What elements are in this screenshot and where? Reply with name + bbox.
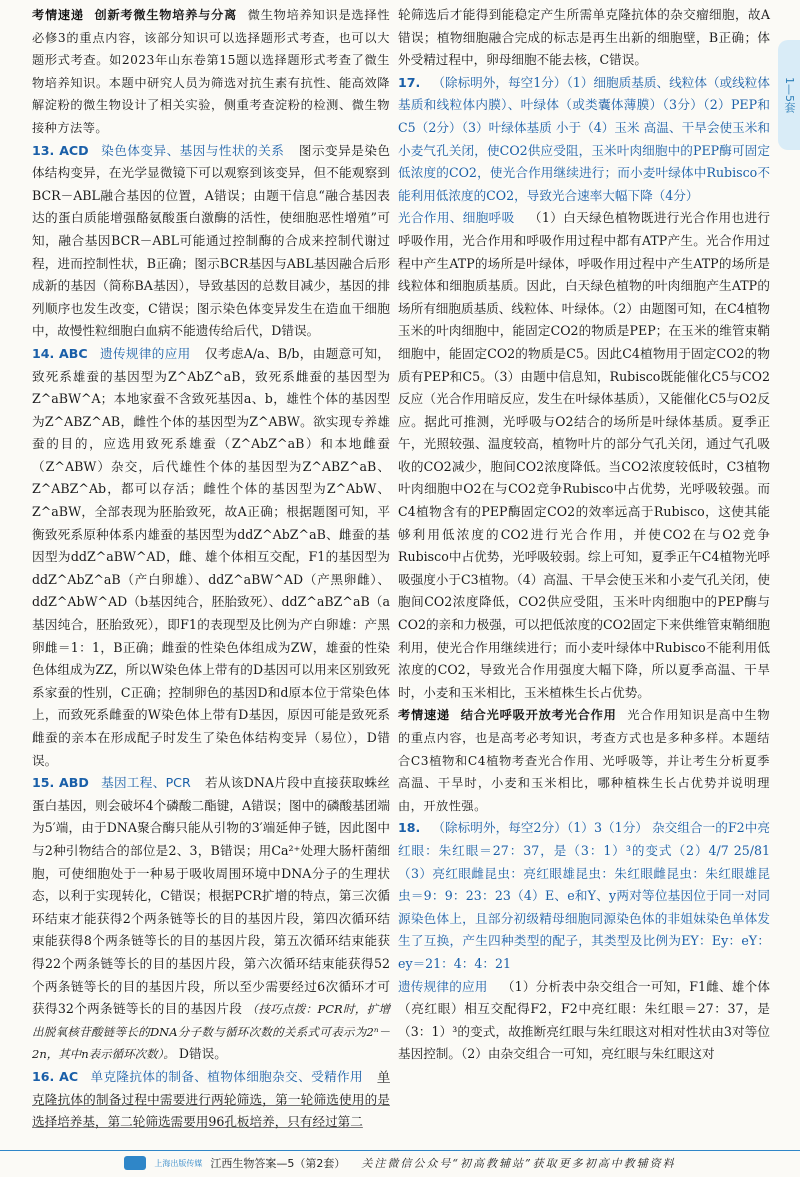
left-column bbox=[32, 4, 390, 1134]
knowledge-point: 光合作用、细胞呼吸 bbox=[398, 210, 515, 226]
exam-tip-2 bbox=[398, 704, 770, 817]
explanation-text: （1）分析表中杂交组合一可知，F1雌、雄个体（亮红眼）相互交配得F2，F2中亮红眼：朱红眼＝27：37，是（3：1）³的变式，故推断亮红眼与朱红眼这对相对性状由3对等位基因控制。（2）由杂交组合一可知，亮红眼与朱红眼这对 bbox=[398, 978, 771, 1062]
answer-15 bbox=[32, 772, 390, 1066]
answer-number: 14. ABC bbox=[32, 345, 88, 361]
trick-note: （技巧点拨：PCR时，扩增出脱氧核苷酸链等长的DNA分子数与循环次数的关系式可表示为2ⁿ－2n，其中n表示循环次数）。 bbox=[32, 1002, 391, 1062]
answer-number: 17. bbox=[398, 74, 421, 90]
answer-number: 16. AC bbox=[32, 1068, 79, 1084]
knowledge-point: 遗传规律的应用 bbox=[398, 978, 488, 994]
tip-text: 光合作用知识是高中生物的重点内容，也是高考必考知识，考查方式也是多种多样。本题结合C3植物和C4植物考查光合作用、光呼吸等，并让考生分析夏季高温、干旱时，小麦和玉米相比，哪种植株生长占优势并说明理由，开放性强。 bbox=[398, 708, 771, 813]
footer-divider bbox=[0, 1150, 800, 1151]
answer-number: 15. ABD bbox=[32, 775, 89, 791]
knowledge-point: 基因工程、PCR bbox=[101, 775, 191, 791]
tip-text: 微生物培养知识是选择性必修3的重点内容，该部分知识可以选择题形式考查，也可以大题形式考查。如2023年山东卷第15题以选择题形式考查了微生物培养知识。本题中研究人员为筛选对抗生素有抗性、能高效降解淀粉的微生物设计了相关实验，侧重考查淀粉的检测、微生物接种方法等。 bbox=[32, 8, 391, 135]
knowledge-point: 染色体变异、基因与性状的关系 bbox=[101, 142, 285, 158]
tip-tag: 考情速递 bbox=[398, 708, 450, 723]
footer-ad-text: 关注微信公众号“初高教辅站”获取更多初高中教辅资料 bbox=[361, 1157, 676, 1170]
knowledge-point: 遗传规律的应用 bbox=[100, 345, 191, 361]
exam-tip-1 bbox=[32, 4, 390, 140]
answer-number: 13. ACD bbox=[32, 142, 89, 158]
answer-13 bbox=[32, 140, 390, 343]
answer-text: （除标明外，每空1分）（1）细胞质基质、线粒体（或线粒体基质和线粒体内膜）、叶绿体（或类囊体薄膜）（3分）（2）PEP和C5（2分）（3）叶绿体基质 小于（4）玉米 高温、干旱会使玉米和小麦气孔关闭，使CO2供应受阻，玉米叶肉细胞中的PEP酶可固定低浓度的CO2，使光合作用继续进行；而小麦叶绿体中Rubisco不能利用低浓度的CO2，导致光合速率大幅下降（4分） bbox=[398, 74, 770, 203]
explanation-18 bbox=[398, 976, 770, 1066]
explanation-text: 图示变异是染色体结构变异，在光学显微镜下可以观察到该变异，但不能观察到BCR－ABL融合基因的位置，A错误；由题干信息“融合基因表达的蛋白质能增强酪氨酸蛋白激酶的活性，使细胞恶性增殖”可知，融合基因BCR－ABL可能通过控制酶的合成来控制代谢过程，进而控制性状，B正确；图示BCR基因与ABL基因融合后形成新的基因（简称BA基因），导致基因的总数目减少，基因的排列顺序也发生改变，C错误；图示染色体变异发生在造血干细胞中，故慢性粒细胞白血病不能遗传给后代，D错误。 bbox=[32, 142, 390, 339]
explanation-text: （1）白天绿色植物既进行光合作用也进行呼吸作用，光合作用和呼吸作用过程中都有ATP产生。光合作用过程中产生ATP的场所是叶绿体，呼吸作用过程中产生ATP的场所是线粒体和细胞质基质。因此，白天绿色植物的叶肉细胞产生ATP的场所有细胞质基质、线粒体、叶绿体。（2）由题图可知，在C4植物玉米的叶肉细胞中，能固定CO2的物质是PEP；在玉米的维管束鞘细胞中，能固定CO2的物质是C5。因此C4植物用于固定CO2的物质有PEP和C5。（3）由题中信息知，Rubisco既能催化C5与CO2反应（光合作用暗反应，发生在叶绿体基质），又能催化C5与O2反应。据此可推测，光呼吸与O2结合的场所是叶绿体基质。夏季正午，光照较强、温度较高，植物叶片的部分气孔关闭，通过气孔吸收的CO2减少，胞间CO2浓度降低。当CO2浓度较低时，C3植物叶肉细胞中O2在与CO2竞争Rubisco中占优势，光呼吸较强。而C4植物含有的PEP酶固定CO2的效率远高于Rubisco，这使其能够利用低浓度的CO2进行光合作用，并使CO2在与O2竞争Rubisco中占优势，光呼吸较弱。综上可知，夏季正午C4植物光呼吸强度小于C3植物。（4）高温、干旱会使玉米和小麦气孔关闭，使胞间CO2浓度降低，CO2供应受阻，玉米叶肉细胞中的PEP酶与CO2的亲和力极强，可以把低浓度的CO2固定下来供维管束鞘细胞利用，使光合作用继续进行；而小麦叶绿体中Rubisco不能利用低浓度的CO2，导致光合作用强度大幅下降，所以夏季高温、干旱时，小麦和玉米相比，玉米植株生长占优势。 bbox=[398, 210, 770, 700]
right-column bbox=[398, 4, 770, 1066]
page-footer bbox=[0, 1152, 800, 1174]
tip-topic: 结合光呼吸开放考光合作用 bbox=[460, 708, 617, 723]
answer-16-continued bbox=[398, 4, 770, 72]
explanation-text: 单克隆抗体的制备过程中需要进行两轮筛选，第一轮筛选使用的是选择培养基，第二轮筛选需要用96孔板培养，只有经过第二 bbox=[32, 1068, 390, 1130]
explanation-text: 若从该DNA片段中直接获取蛛丝蛋白基因，则会破坏4个磷酸二酯键，A错误；图中的磷酸基团端为5′端，由于DNA聚合酶只能从引物的3′端延伸子链，因此图中与2种引物结合的部位是2、3，B错误；用Ca²⁺处理大肠杆菌细胞，可使细胞处于一种易于吸收周围环境中DNA分子的生理状态，以利于实现转化，C错误；根据PCR扩增的特点，第三次循环结束才能获得2个两条链等长的目的基因片段，第四次循环结束能获得8个两条链等长的目的基因片段，第五次循环结束能获得22个两条链等长的目的基因片段，第六次循环结束能获得52个两条链等长的目的基因片段，所以至少需要经过6次循环才可获得32个两条链等长的目的基因片段 bbox=[32, 775, 390, 1017]
page-label: 江西生物答案—5（第2套） bbox=[210, 1157, 346, 1170]
explanation-text: 仅考虑A/a、B/b，由题意可知，致死系雄蚕的基因型为Z^AbZ^aB，致死系雌蚕的基因型为Z^aBW^A；本地家蚕不含致死基因a、b，雄性个体的基因型为Z^ABZ^AB，雌性个体的基因型为Z^ABW。欲实现专养雄蚕的目的，应选用致死系雄蚕（Z^AbZ^aB）和本地雌蚕（Z^ABW）杂交，后代雄性个体的基因型为Z^ABZ^aB、Z^ABZ^Ab，都可以存活；雌性个体的基因型为Z^AbW、Z^aBW，全部表现为胚胎致死，故A正确；根据题图可知，平衡致死系原种体系内雄蚕的基因型为ddZ^AbZ^aB、雌蚕的基因型为ddZ^aBW^AD，雌、雄个体相互交配，F1的基因型为ddZ^AbZ^aB（产白卵雄）、ddZ^aBW^AD（产黑卵雌）、ddZ^AbW^AD（b基因纯合，胚胎致死）、ddZ^aBZ^aB（a基因纯合，胚胎致死），即F1的表现型及比例为产白卵雄：产黑卵雌＝1：1，B正确；雌蚕的性染色体组成为ZW，雄蚕的性染色体组成为ZZ，所以W染色体上带有的D基因可以用来区别致死系家蚕的性别，C正确；控制卵色的基因D和d原本位于常染色体上，而致死系雌蚕的W染色体上带有D基因，原因可能是致死系雌蚕的亲本在形成配子时发生了染色体结构变异（易位），D错误。 bbox=[32, 345, 391, 768]
explanation-end: D错误。 bbox=[178, 1046, 227, 1062]
answer-18 bbox=[398, 817, 770, 975]
knowledge-point: 单克隆抗体的制备、植物体细胞杂交、受精作用 bbox=[90, 1068, 364, 1084]
explanation-17 bbox=[398, 207, 770, 704]
tip-topic: 创新考微生物培养与分离 bbox=[94, 8, 238, 22]
answer-text: （除标明外，每空2分）（1）3（1分） 杂交组合一的F2中亮红眼：朱红眼＝27：37，是（3：1）³的变式（2）4/7 25/81（3）亮红眼雌昆虫：亮红眼雄昆虫：朱红眼雌昆虫：朱红眼雄昆虫＝9：9：23：23（4）E、e和Y、y两对等位基因位于同一对同源染色体上，且部分初级精母细胞同源染色体的非姐妹染色单体发生了互换，产生四种类型的配子，其类型及比例为EY：Ey：eY：ey＝21：4：4：21 bbox=[398, 820, 770, 971]
tip-tag: 考情速递 bbox=[32, 8, 84, 22]
answer-16 bbox=[32, 1066, 390, 1134]
set-range-tab: 1—5套 bbox=[778, 40, 800, 150]
answer-17 bbox=[398, 72, 770, 208]
answer-14 bbox=[32, 343, 390, 772]
explanation-text: 轮筛选后才能得到能稳定产生所需单克隆抗体的杂交瘤细胞，故A错误；植物细胞融合完成的标志是再生出新的细胞壁，B正确；体外受精过程中，卵母细胞不能去核，C错误。 bbox=[398, 7, 770, 68]
answer-number: 18. bbox=[398, 820, 421, 836]
publisher-logo-icon bbox=[124, 1156, 146, 1170]
publisher-name: 上海出版传媒 bbox=[154, 1158, 203, 1168]
